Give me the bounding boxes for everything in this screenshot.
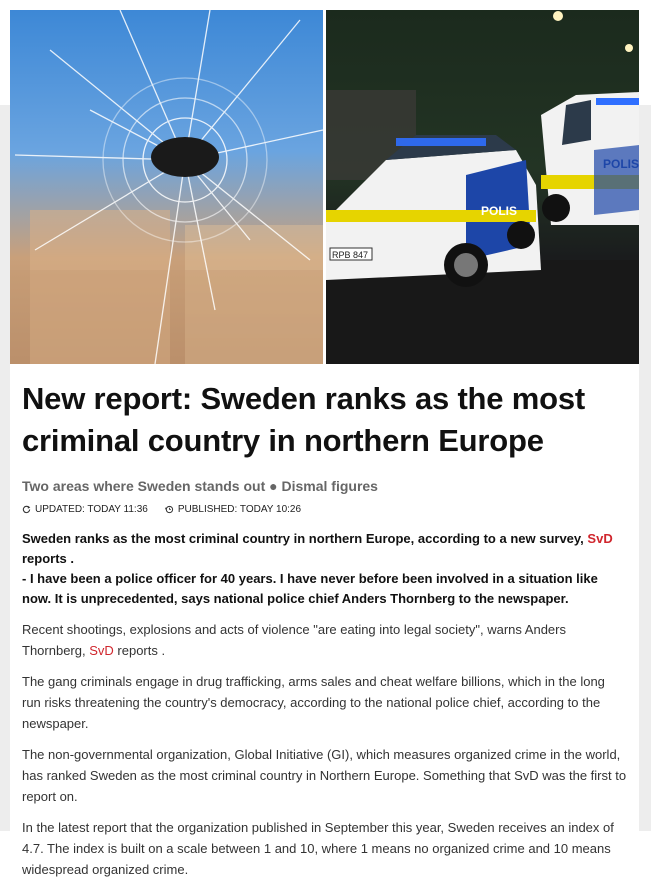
lead-paragraph [22, 529, 627, 609]
paragraph-4: In the latest report that the organization published in September this year, Sweden receives an index of 4.7. The index is built on a scale between 1 and 10, where 1 means no organized crime and 10 means widespread organized crime. [22, 820, 614, 877]
subheading: Two areas where Sweden stands out ● Dismal figures [22, 478, 378, 494]
polis-text-front: POLIS [481, 204, 518, 218]
hero-images [10, 10, 639, 364]
paragraph-1-end: reports . [117, 643, 166, 658]
police-cars-night-image [326, 10, 639, 364]
license-plate-text: RPB 847 [332, 250, 369, 260]
lead-text-end: reports . [22, 551, 75, 566]
lead-text: Sweden ranks as the most criminal country in northern Europe, according to a new survey, [22, 531, 584, 546]
polis-text-rear: POLIS [603, 157, 640, 171]
refresh-icon [22, 505, 31, 514]
article-body [10, 364, 639, 880]
bullet-hole-glass-image [10, 10, 323, 364]
paragraph-2: The gang criminals engage in drug trafficking, arms sales and cheat welfare billions, which in the long run risks threatening the country's democracy, according to the national police chief, according to the newspaper. [22, 674, 605, 731]
paragraph-1 [22, 619, 627, 661]
published-time: PUBLISHED: TODAY 10:26 [177, 504, 302, 515]
article-card [10, 10, 640, 877]
headline: New report: Sweden ranks as the most criminal country in northern Europe [22, 381, 586, 458]
history-icon [164, 505, 174, 514]
updated-time: UPDATED: TODAY 11:36 [35, 504, 148, 515]
paragraph-1-text: Recent shootings, explosions and acts of violence "are eating into legal society", warns Anders Thornberg, [22, 622, 566, 658]
quote-text: - I have been a police officer for 40 years. I have never before been involved in a situation like now. It is unprecedented, says national police chief Anders Thornberg to the newspaper. [22, 571, 598, 606]
paragraph-3: The non-governmental organization, Global Initiative (GI), which measures organized crime in the world, has ranked Sweden as the most criminal country in Northern Europe. Something that SvD was the first to report on. [22, 747, 627, 804]
timestamps [22, 504, 627, 515]
svd-link[interactable]: SvD [587, 531, 613, 546]
svd-link-2[interactable]: SvD [89, 643, 114, 658]
